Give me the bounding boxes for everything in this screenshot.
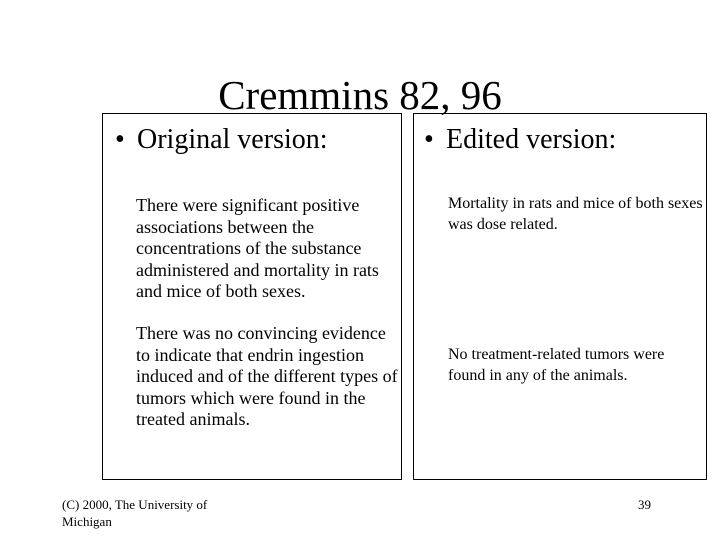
original-version-heading bbox=[115, 123, 328, 157]
edited-version-heading-text: Edited version: bbox=[446, 124, 617, 155]
edited-version-box bbox=[413, 113, 707, 480]
page-number: 39 bbox=[638, 497, 651, 512]
edited-paragraph-1: Mortality in rats and mice of both sexes was dose related. bbox=[448, 195, 703, 233]
original-paragraph-1: There were significant positive associations between the concentrations of the substance administered and mortality in rats and mice of both sexes. bbox=[136, 195, 379, 301]
bullet-icon: • bbox=[115, 124, 125, 155]
copyright-footer: (C) 2000, The University of Michigan bbox=[62, 497, 208, 529]
edited-paragraph-2: No treatment-related tumors were found in any of the animals. bbox=[448, 346, 665, 384]
original-version-heading-text: Original version: bbox=[137, 124, 328, 155]
slide-title-text: Cremmins 82, 96 bbox=[218, 72, 502, 118]
edited-version-heading bbox=[424, 123, 616, 157]
original-version-box bbox=[102, 113, 402, 480]
bullet-icon: • bbox=[424, 124, 434, 155]
original-paragraph-2: There was no convincing evidence to indicate that endrin ingestion induced and of the different types of tumors which were found in the treated animals. bbox=[136, 323, 398, 429]
